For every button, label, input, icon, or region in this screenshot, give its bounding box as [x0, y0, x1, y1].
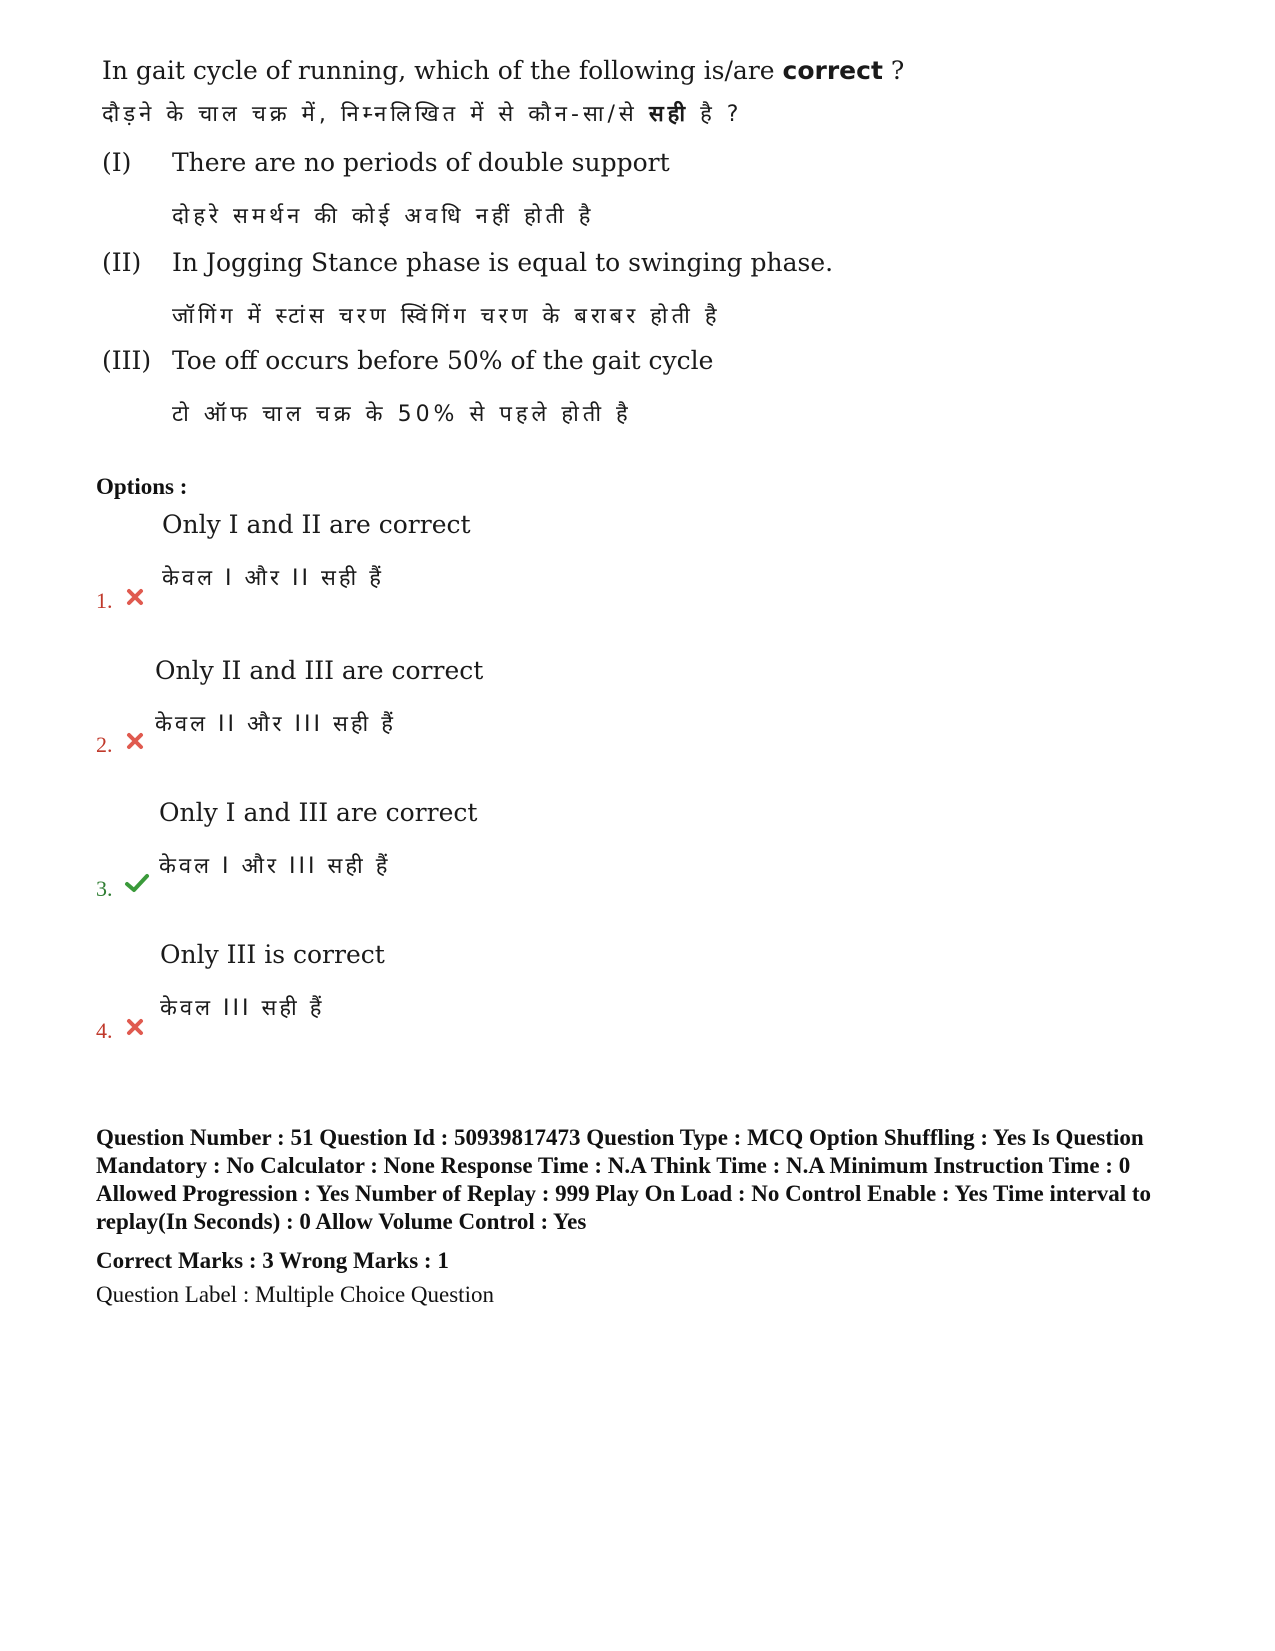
- statement-1-hi: दोहरे समर्थन की कोई अवधि नहीं होती है: [172, 204, 595, 229]
- option-3-hi: केवल I और III सही हैं: [159, 854, 391, 879]
- option-4-number: 4.: [96, 1018, 113, 1043]
- option-3-en: Only I and III are correct: [159, 798, 478, 827]
- option-2[interactable]: [0, 656, 700, 786]
- statement-2-en: (II) In Jogging Stance phase is equal to swinging phase.: [102, 248, 834, 277]
- option-3-number: 3.: [96, 876, 113, 901]
- statement-3-en: (III) Toe off occurs before 50% of the gait cycle: [102, 346, 714, 375]
- statement-1-en: (I) There are no periods of double support: [102, 148, 670, 177]
- option-1[interactable]: [0, 510, 700, 640]
- cross-icon: [124, 586, 146, 608]
- cross-icon: [124, 730, 146, 752]
- question-text-hi-bold: सही: [648, 102, 690, 127]
- statement-3-hi: टो ऑफ चाल चक्र के 50% से पहले होती है: [172, 402, 632, 427]
- question-text-hi: दौड़ने के चाल चक्र में, निम्नलिखित में से कौन-सा/से सही है ?: [102, 102, 743, 127]
- option-1-en: Only I and II are correct: [162, 510, 471, 539]
- option-2-en: Only II and III are correct: [155, 656, 484, 685]
- question-marks: Correct Marks : 3 Wrong Marks : 1: [96, 1248, 449, 1273]
- statement-2-hi: जॉगिंग में स्टांस चरण स्विंगिंग चरण के बराबर होती है: [172, 304, 721, 329]
- check-icon: [124, 872, 150, 894]
- option-4-en: Only III is correct: [160, 940, 385, 969]
- option-1-hi: केवल I और II सही हैं: [162, 566, 384, 591]
- question-text-en-bold: correct: [782, 56, 883, 85]
- question-label: Question Label : Multiple Choice Question: [96, 1282, 494, 1307]
- question-meta-details: Question Number : 51 Question Id : 50939817473 Question Type : MCQ Option Shuffling : Yes Is Question Mandatory : No Calculator : None Response Time : N.A Think Time : N.A Minimum Instruction Time : 0 Allowed Progression : Yes Number of Replay : 999 Play On Load : No Control Enable : Yes Time interval to replay(In Seconds) : 0 Allow Volume Control : Yes: [96, 1125, 1152, 1234]
- option-3[interactable]: [0, 798, 700, 928]
- cross-icon: [124, 1016, 146, 1038]
- options-label: Options :: [96, 474, 188, 499]
- question-text-en: In gait cycle of running, which of the following is/are correct ?: [102, 56, 905, 85]
- option-4-hi: केवल III सही हैं: [160, 996, 325, 1021]
- option-2-hi: केवल II और III सही हैं: [155, 712, 396, 737]
- option-4[interactable]: [0, 940, 700, 1070]
- option-1-number: 1.: [96, 588, 113, 613]
- option-2-number: 2.: [96, 732, 113, 757]
